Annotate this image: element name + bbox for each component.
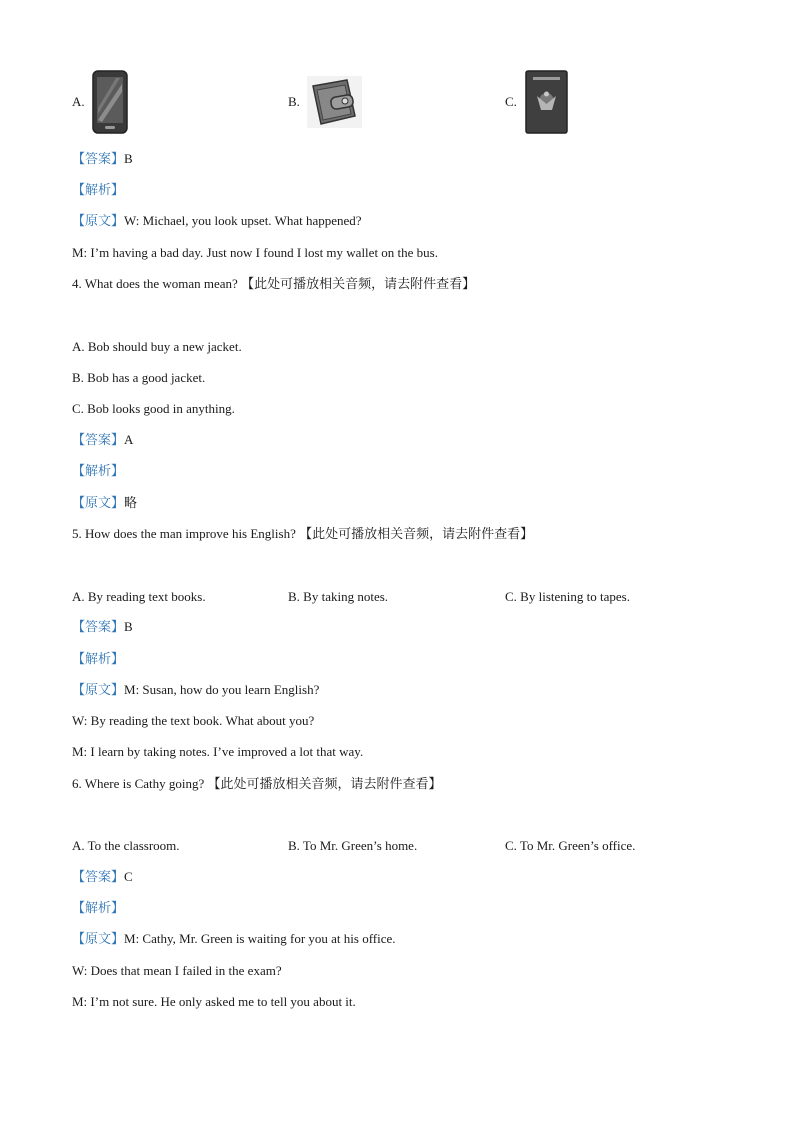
q4-script (72, 495, 137, 512)
q6-option-b: B. To Mr. Green’s home. (288, 838, 418, 853)
question-text: 4. What does the woman mean? (72, 276, 238, 291)
script-text: M: Cathy, Mr. Green is waiting for you at his office. (124, 931, 396, 946)
q5-answer (72, 619, 133, 636)
q5-script-line-1 (72, 682, 319, 699)
analysis-tag: 【解析】 (72, 183, 125, 198)
q3-option-b-letter: B. (288, 94, 300, 109)
q6-answer (72, 869, 133, 886)
answer-value: B (124, 619, 133, 634)
question-text: 5. How does the man improve his English? (72, 526, 296, 541)
answer-tag: 【答案】 (72, 620, 125, 635)
q6-script-line-1 (72, 931, 396, 948)
analysis-tag: 【解析】 (72, 464, 125, 479)
mobile-phone-icon (92, 70, 128, 134)
q4-option-c: C. Bob looks good in anything. (72, 401, 235, 416)
q4-answer (72, 432, 133, 449)
script-text: W: Michael, you look upset. What happened? (124, 213, 362, 228)
q6-option-a: A. To the classroom. (72, 838, 180, 853)
q3-analysis (72, 182, 124, 199)
script-tag: 【原文】 (72, 214, 125, 229)
audio-note: 【此处可播放相关音频，请去附件查看】 (299, 527, 534, 542)
q3-answer (72, 151, 133, 168)
answer-tag: 【答案】 (72, 152, 125, 167)
script-tag: 【原文】 (72, 683, 125, 698)
q4-option-b: B. Bob has a good jacket. (72, 370, 206, 385)
q6-script-line-2: W: Does that mean I failed in the exam? (72, 963, 282, 978)
script-tag: 【原文】 (72, 496, 125, 511)
script-text: 略 (124, 496, 138, 511)
script-tag: 【原文】 (72, 932, 125, 947)
q5-option-c: C. By listening to tapes. (505, 589, 630, 604)
answer-value: B (124, 151, 133, 166)
answer-value: C (124, 869, 133, 884)
analysis-tag: 【解析】 (72, 901, 125, 916)
wallet-icon (307, 76, 362, 128)
q4-analysis (72, 463, 124, 480)
q5-script-line-2: W: By reading the text book. What about you? (72, 713, 315, 728)
q5-analysis (72, 651, 124, 668)
analysis-tag: 【解析】 (72, 652, 125, 667)
q6-option-c: C. To Mr. Green’s office. (505, 838, 636, 853)
q6-analysis (72, 900, 124, 917)
answer-value: A (124, 432, 134, 447)
audio-note: 【此处可播放相关音频，请去附件查看】 (207, 777, 442, 792)
q6-script-line-3: M: I’m not sure. He only asked me to tell you about it. (72, 994, 356, 1009)
q5-option-a: A. By reading text books. (72, 589, 206, 604)
q5-option-b: B. By taking notes. (288, 589, 389, 604)
audio-note: 【此处可播放相关音频，请去附件查看】 (241, 277, 476, 292)
q4-option-a: A. Bob should buy a new jacket. (72, 339, 242, 354)
q4-question (72, 276, 475, 293)
passport-icon (525, 70, 568, 134)
q6-question (72, 776, 442, 793)
q3-option-c-letter: C. (505, 94, 517, 109)
answer-tag: 【答案】 (72, 870, 125, 885)
script-text: M: Susan, how do you learn English? (124, 682, 320, 697)
q5-question (72, 526, 533, 543)
question-text: 6. Where is Cathy going? (72, 776, 205, 791)
q5-script-line-3: M: I learn by taking notes. I’ve improved a lot that way. (72, 744, 364, 759)
answer-tag: 【答案】 (72, 433, 125, 448)
q3-script-line-1 (72, 213, 362, 230)
q3-option-a-letter: A. (72, 94, 85, 109)
q3-script-line-2: M: I’m having a bad day. Just now I found I lost my wallet on the bus. (72, 245, 438, 260)
